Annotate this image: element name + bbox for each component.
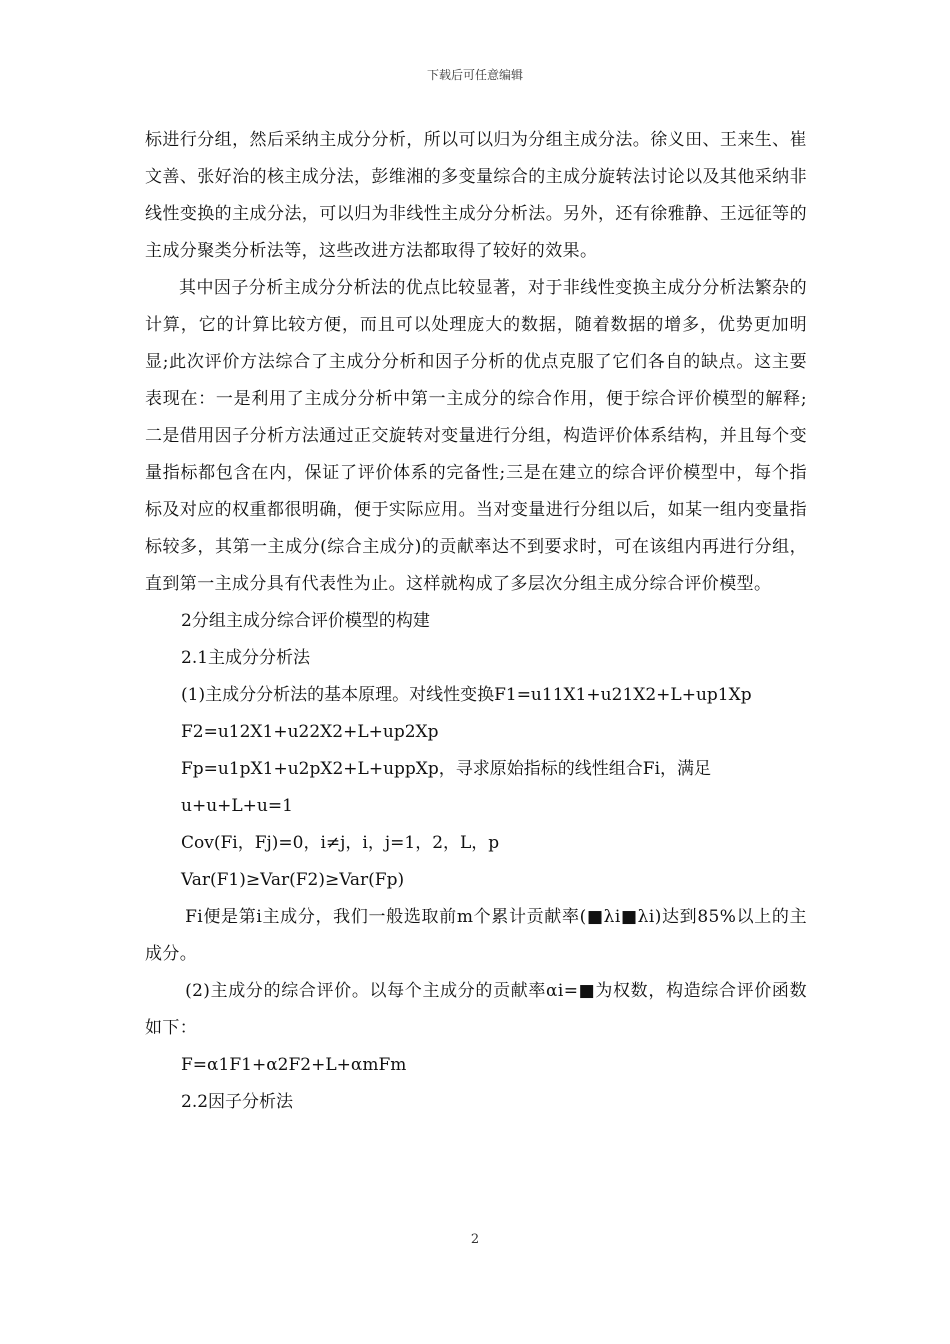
- formula-f2: F2=u12X1+u22X2+L+up2Xp: [181, 722, 439, 742]
- section-heading-2-2: 2.2因子分析法: [181, 1092, 294, 1112]
- formula-uu: u+u+L+u=1: [181, 796, 293, 816]
- paragraph-factor-analysis-advantages: 其中因子分析主成分分析法的优点比较显著，对于非线性变换主成分分析法繁杂的计算，它的计算比较方便，而且可以处理庞大的数据，随着数据的增多，优势更加明显;此次评价方法综合了主成分分析和因子分析的优点克服了它们各自的缺点。这主要表现在：一是利用了主成分分析中第一主成分的综合作用，便于综合评价模型的解释;二是借用因子分析方法通过正交旋转对变量进行分组，构造评价体系结构，并且每个变量指标都包含在内，保证了评价体系的完备性;三是在建立的综合评价模型中，每个指标及对应的权重都很明确，便于实际应用。当对变量进行分组以后，如某一组内变量指标较多，其第一主成分(综合主成分)的贡献率达不到要求时，可在该组内再进行分组，直到第一主成分具有代表性为止。这样就构成了多层次分组主成分综合评价模型。: [145, 278, 807, 594]
- document-body: [145, 122, 807, 1121]
- page-number: 2: [470, 1232, 480, 1247]
- formula-var: Var(F1)≥Var(F2)≥Var(Fp): [181, 870, 405, 890]
- formula-f: F=α1F1+α2F2+L+αmFm: [181, 1055, 407, 1075]
- section-heading-2: 2分组主成分综合评价模型的构建: [181, 611, 430, 631]
- formula-fp: Fp=u1pX1+u2pX2+L+uppXp，寻求原始指标的线性组合Fi，满足: [181, 759, 712, 779]
- paragraph-fi: Fi便是第i主成分，我们一般选取前m个累计贡献率(■λi■λi)达到85%以上的主成分。: [145, 907, 807, 964]
- section-heading-2-1: 2.1主成分分析法: [181, 648, 311, 668]
- principle-line: (1)主成分分析法的基本原理。对线性变换F1=u11X1+u21X2+L+up1Xp: [181, 685, 752, 705]
- paragraph-methods-summary: 标进行分组，然后采纳主成分分析，所以可以归为分组主成分法。徐义田、王来生、崔文善、张好治的核主成分法，彭维湘的多变量综合的主成分旋转法讨论以及其他采纳非线性变换的主成分法，可以归为非线性主成分分析法。另外，还有徐雅静、王远征等的主成分聚类分析法等，这些改进方法都取得了较好的效果。: [145, 130, 807, 261]
- formula-cov: Cov(Fi，Fj)=0，i≠j，i，j=1，2，L，p: [181, 833, 500, 853]
- page-header: 下载后可任意编辑: [426, 68, 523, 82]
- paragraph-comprehensive-eval: (2)主成分的综合评价。以每个主成分的贡献率αi=■为权数，构造综合评价函数如下：: [145, 981, 807, 1038]
